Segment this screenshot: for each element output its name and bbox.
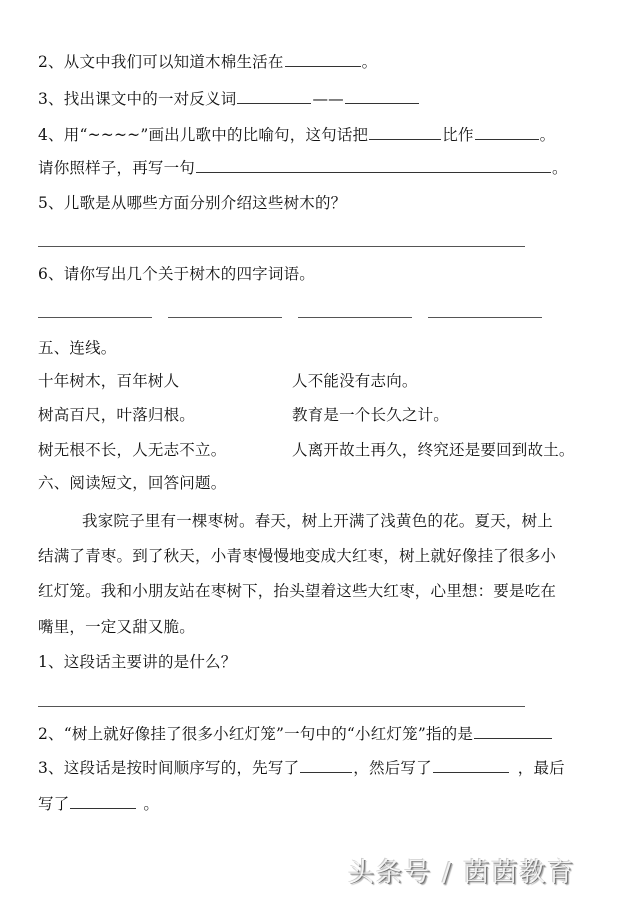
answer-blank[interactable] <box>433 758 509 773</box>
section-6-title <box>38 473 226 493</box>
match-row <box>38 371 418 391</box>
answer-line[interactable] <box>298 317 412 318</box>
answer-line[interactable] <box>428 317 542 318</box>
punctuation: 。 <box>539 126 556 144</box>
match-left-item[interactable]: 树无根不长，人无志不立。 <box>38 441 227 459</box>
question-text: 3、找出课文中的一对反义词 <box>38 90 237 108</box>
question-text: 2、“树上就好像挂了很多小红灯笼”一句中的“小红灯笼”指的是 <box>38 725 474 743</box>
answer-line[interactable] <box>38 246 525 247</box>
match-row <box>38 405 450 425</box>
match-right-item[interactable]: 人不能没有志向。 <box>292 372 418 390</box>
answer-line[interactable] <box>168 317 282 318</box>
punctuation: 。 <box>552 159 568 177</box>
passage-text: 结满了青枣。到了秋天，小青枣慢慢地变成大红枣，树上就好像挂了很多小 <box>38 547 557 565</box>
separator: —— <box>312 90 344 108</box>
passage-text: 我家院子里有一棵枣树。春天，树上开满了浅黄色的花。夏天，树上 <box>82 512 554 530</box>
passage-line <box>38 546 556 566</box>
answer-blank[interactable] <box>196 158 551 173</box>
match-left-item[interactable]: 十年树木，百年树人 <box>38 372 180 390</box>
punctuation: 。 <box>143 795 160 813</box>
answer-blank[interactable] <box>475 125 539 140</box>
question-text: 请你照样子，再写一句 <box>38 159 196 177</box>
section-title: 五、连线。 <box>38 339 117 357</box>
answer-line[interactable] <box>38 317 152 318</box>
punctuation: 。 <box>361 53 378 71</box>
question-text: ，最后 <box>517 759 565 777</box>
answer-blank[interactable] <box>369 125 441 140</box>
question-text: 3、这段话是按时间顺序写的，先写了 <box>38 759 300 777</box>
question-4-follow <box>38 158 568 178</box>
passage-line <box>38 617 195 637</box>
answer-blank[interactable] <box>70 794 136 809</box>
passage-text: 嘴里，一定又甜又脆。 <box>38 618 196 636</box>
match-right-item[interactable]: 教育是一个长久之计。 <box>292 406 450 424</box>
question-text: 6、请你写出几个关于树木的四字词语。 <box>38 265 315 283</box>
question-2 <box>38 52 377 72</box>
question-5 <box>38 193 346 213</box>
watermark: 头条号 / 茵茵教育 <box>348 858 576 888</box>
answer-line[interactable] <box>38 706 525 707</box>
match-left-item[interactable]: 树高百尺，叶落归根。 <box>38 406 196 424</box>
match-row <box>38 440 575 460</box>
answer-blank[interactable] <box>300 758 352 773</box>
question-text: 比作 <box>442 126 474 144</box>
section-title: 六、阅读短文，回答问题。 <box>38 474 227 492</box>
answer-blank[interactable] <box>474 724 552 739</box>
question-6 <box>38 264 315 284</box>
passage-line <box>82 511 553 531</box>
reading-question-1 <box>38 652 236 672</box>
question-text: 1、这段话主要讲的是什么？ <box>38 653 237 671</box>
answer-blank[interactable] <box>345 89 419 104</box>
question-text: 写了 <box>38 795 70 813</box>
answer-blank[interactable] <box>237 89 311 104</box>
section-5-title <box>38 338 117 358</box>
question-text: 2、从文中我们可以知道木棉生活在 <box>38 53 284 71</box>
passage-line <box>38 581 556 601</box>
question-text: 4、用“~~~~”画出儿歌中的比喻句，这句话把 <box>38 126 369 144</box>
question-text: ，然后写了 <box>353 759 432 777</box>
match-right-item[interactable]: 人离开故土再久，终究还是要回到故土。 <box>292 441 575 459</box>
question-3 <box>38 89 420 109</box>
reading-question-2 <box>38 724 553 744</box>
passage-text: 红灯笼。我和小朋友站在枣树下，抬头望着这些大红枣，心里想：要是吃在 <box>38 582 557 600</box>
reading-question-3 <box>38 758 565 778</box>
question-4 <box>38 125 555 145</box>
reading-question-3-cont <box>38 794 159 814</box>
answer-blank[interactable] <box>285 52 361 67</box>
question-text: 5、儿歌是从哪些方面分别介绍这些树木的？ <box>38 194 347 212</box>
